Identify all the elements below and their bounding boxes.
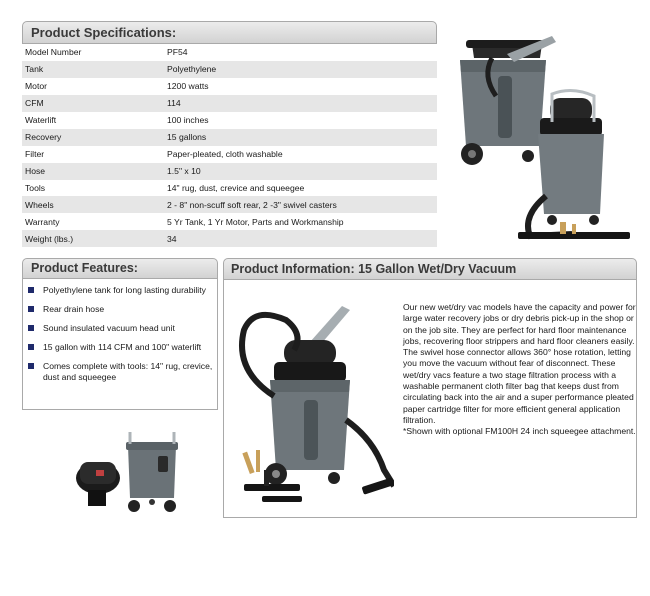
bullet-square-icon [28,306,34,312]
specifications-panel [22,21,437,247]
feature-item [28,304,213,315]
product-information-body [223,280,637,518]
features-list [23,279,217,383]
product-information-title: Product Information: 15 Gallon Wet/Dry Vacuum [223,258,637,280]
spec-value: Polyethylene [167,64,217,75]
bullet-square-icon [28,344,34,350]
spec-label: Model Number [25,47,82,58]
spec-value: Paper-pleated, cloth washable [167,149,283,160]
bullet-square-icon [28,363,34,369]
spec-label: Tools [25,182,46,193]
feature-text: Rear drain hose [43,304,105,314]
spec-label: Waterlift [25,115,57,126]
spec-row [22,95,437,112]
product-photo-vacuum-with-squeegee [234,300,394,510]
spec-value: 14" rug, dust, crevice and squeegee [167,182,305,193]
feature-item [28,361,213,383]
bullet-square-icon [28,287,34,293]
feature-item [28,323,213,334]
feature-text: Polyethylene tank for long lasting durability [43,285,206,295]
spec-value: 1200 watts [167,81,209,92]
spec-label: Warranty [25,216,60,227]
spec-label: Filter [25,149,45,160]
product-description: Our new wet/dry vac models have the capacity and power for large water recovery jobs or dry debris pick-up in the shop or on the job site. They are perfect for hard floor maintenance jobs, recovering floor strippers and hard floor cleaners easily. The swivel hose connector allows 360° hose rotation, letting you move the vacuum without fear of disconnect. These wet/dry vacs feature a two stage filtration process with a washable permanent cloth filter bag that keeps dust from circulating back into the air and a super performance pleated paper cartridge filter for more efficient general application filtration. *Shown with optional FM100H 24 inch squeegee attachment. [403,302,636,437]
feature-text: Sound insulated vacuum head unit [43,323,175,333]
spec-row [22,146,437,163]
spec-row [22,78,437,95]
specifications-title: Product Specifications: [22,21,437,44]
spec-label: Motor [25,81,47,92]
spec-label: Wheels [25,199,54,210]
spec-value: 1.5" x 10 [167,166,201,177]
spec-label: Hose [25,166,46,177]
features-title: Product Features: [22,258,218,279]
spec-row [22,112,437,129]
spec-value: 2 - 8" non-scuff soft rear, 2 -3" swivel casters [167,199,337,210]
spec-row [22,213,437,230]
spec-label: Weight (lbs.) [25,233,74,244]
spec-row [22,61,437,78]
spec-row [22,44,437,61]
bullet-square-icon [28,325,34,331]
spec-value: 15 gallons [167,132,207,143]
spec-row [22,196,437,213]
feature-item [28,342,213,353]
spec-value: 100 inches [167,115,209,126]
spec-label: CFM [25,98,44,109]
spec-label: Tank [25,64,44,75]
spec-row [22,180,437,197]
features-body [22,279,218,410]
specifications-table [22,44,437,247]
product-information-panel [223,258,637,516]
spec-value: PF54 [167,47,188,58]
product-photo-vacuum-pair [452,36,634,248]
spec-label: Recovery [25,132,62,143]
feature-item [28,285,213,296]
feature-text: Comes complete with tools: 14" rug, crevice, dust and squeegee [43,361,213,382]
spec-row [22,129,437,146]
spec-row [22,163,437,180]
spec-row [22,230,437,247]
spec-value: 114 [167,98,181,109]
spec-value: 5 Yr Tank, 1 Yr Motor, Parts and Workmanship [167,216,344,227]
spec-value: 34 [167,233,177,244]
product-photo-head-and-tank [72,432,192,514]
features-panel [22,258,218,408]
feature-text: 15 gallon with 114 CFM and 100" waterlift [43,342,202,352]
